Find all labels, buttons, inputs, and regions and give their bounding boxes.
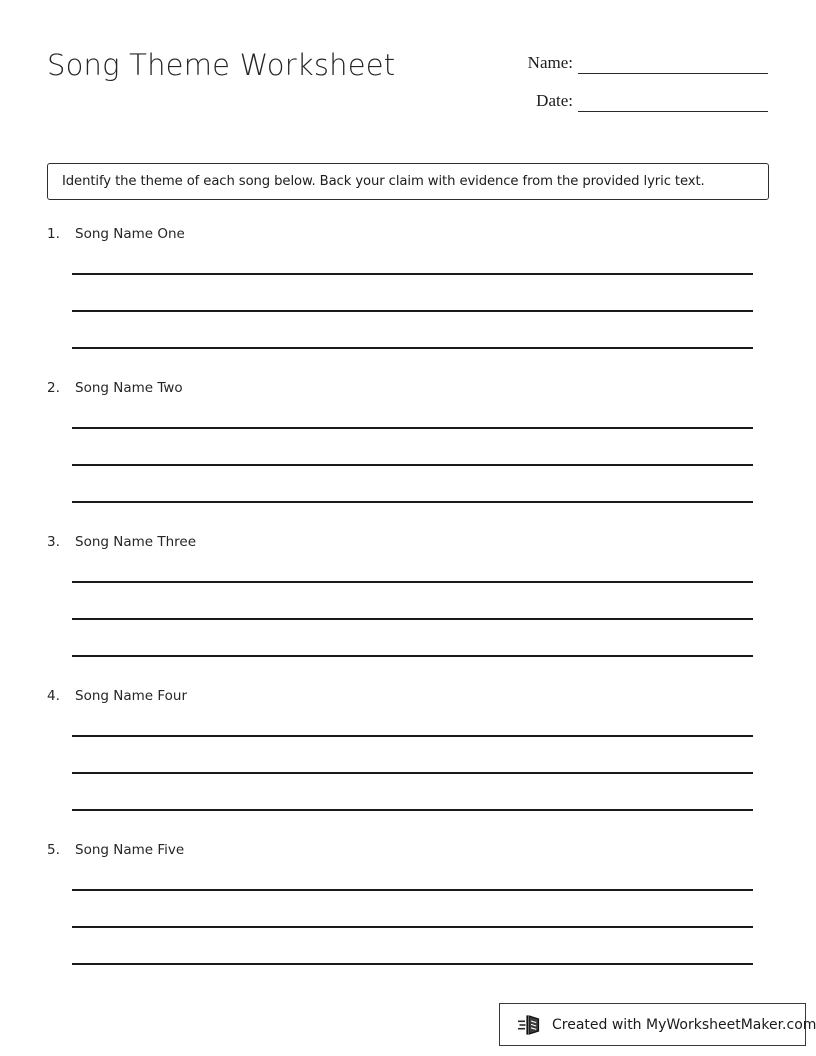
question-item xyxy=(0,688,816,842)
answer-lines xyxy=(72,427,753,503)
worksheet-header xyxy=(0,0,816,140)
question-number: 4. xyxy=(47,688,60,704)
question-label: Song Name Two xyxy=(75,380,183,396)
answer-line[interactable] xyxy=(72,501,753,503)
question-label: Song Name Three xyxy=(75,534,197,550)
question-heading xyxy=(47,688,187,704)
name-field-label: Name: xyxy=(527,53,573,72)
question-label: Song Name One xyxy=(75,226,185,242)
answer-lines xyxy=(72,735,753,811)
answer-lines xyxy=(72,581,753,657)
question-heading xyxy=(47,226,185,242)
answer-line[interactable] xyxy=(72,581,753,583)
instructions-text: Identify the theme of each song below. Back your claim with evidence from the provided lyric text. xyxy=(62,174,705,189)
question-label: Song Name Five xyxy=(75,842,185,858)
answer-line[interactable] xyxy=(72,655,753,657)
question-heading xyxy=(47,534,196,550)
answer-line[interactable] xyxy=(72,427,753,429)
question-label: Song Name Four xyxy=(75,688,188,704)
question-number: 3. xyxy=(47,534,60,550)
question-item xyxy=(0,534,816,688)
answer-line[interactable] xyxy=(72,735,753,737)
answer-line[interactable] xyxy=(72,809,753,811)
question-number: 2. xyxy=(47,380,60,396)
worksheet-maker-logo-icon xyxy=(518,1014,544,1036)
answer-line[interactable] xyxy=(72,772,753,774)
question-heading xyxy=(47,380,183,396)
name-field-row xyxy=(500,50,775,88)
name-input-rule[interactable] xyxy=(578,73,768,74)
date-input-rule[interactable] xyxy=(578,111,768,112)
footer-attribution-badge[interactable] xyxy=(499,1003,816,1046)
page-title: Song Theme Worksheet xyxy=(47,48,396,82)
answer-line[interactable] xyxy=(72,310,753,312)
question-item xyxy=(0,380,816,534)
question-item xyxy=(0,226,816,380)
question-heading xyxy=(47,842,184,858)
answer-line[interactable] xyxy=(72,618,753,620)
answer-line[interactable] xyxy=(72,926,753,928)
answer-line[interactable] xyxy=(72,347,753,349)
questions-list xyxy=(0,226,816,996)
answer-line[interactable] xyxy=(72,889,753,891)
question-number: 5. xyxy=(47,842,60,858)
question-number: 1. xyxy=(47,226,60,242)
answer-line[interactable] xyxy=(72,464,753,466)
question-item xyxy=(0,842,816,996)
answer-lines xyxy=(72,889,753,965)
answer-line[interactable] xyxy=(72,963,753,965)
name-date-block xyxy=(500,50,775,126)
answer-lines xyxy=(72,273,753,349)
answer-line[interactable] xyxy=(72,273,753,275)
footer-attribution-text: Created with MyWorksheetMaker.com xyxy=(552,1016,816,1033)
instructions-box xyxy=(47,163,769,200)
date-field-row xyxy=(500,88,775,126)
date-field-label: Date: xyxy=(536,91,573,110)
